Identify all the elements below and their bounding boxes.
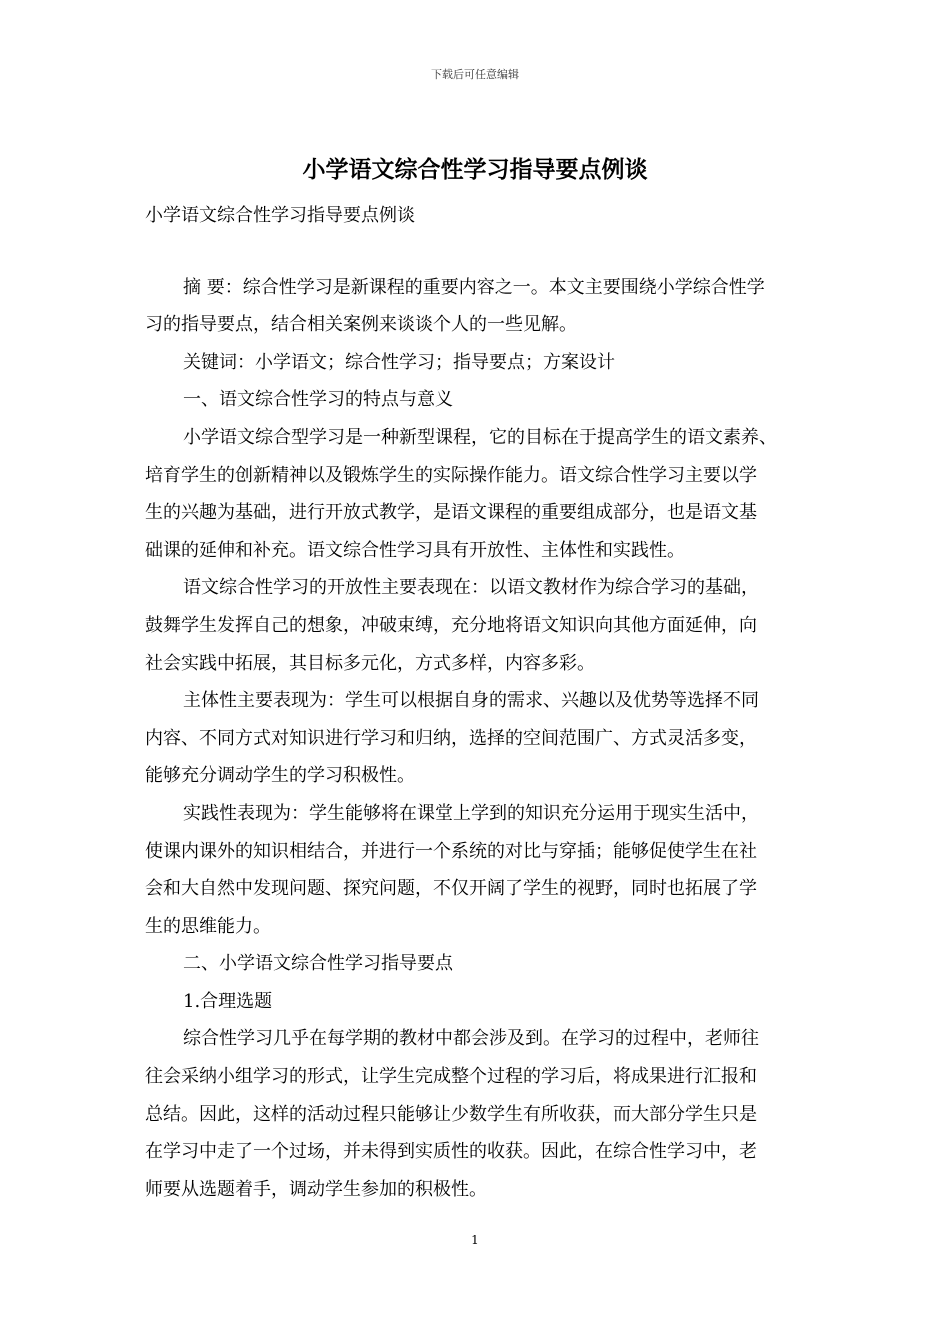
- text-line: 能够充分调动学生的学习积极性。: [145, 765, 415, 787]
- text-line: 社会实践中拓展，其目标多元化，方式多样，内容多彩。: [145, 652, 595, 674]
- text-line: 会和大自然中发现问题、探究问题，不仅开阔了学生的视野，同时也拓展了学: [145, 878, 757, 900]
- text-line: 小学语文综合型学习是一种新型课程，它的目标在于提高学生的语文素养、: [183, 426, 777, 448]
- text-line: 生的兴趣为基础，进行开放式教学，是语文课程的重要组成部分，也是语文基: [145, 502, 757, 524]
- text-line: 主体性主要表现为：学生可以根据自身的需求、兴趣以及优势等选择不同: [183, 690, 759, 712]
- text-line: 在学习中走了一个过场，并未得到实质性的收获。因此，在综合性学习中，老: [145, 1141, 757, 1163]
- text-line: 语文综合性学习的开放性主要表现在：以语文教材作为综合学习的基础，: [183, 577, 759, 599]
- document-subtitle: 小学语文综合性学习指导要点例谈: [145, 205, 415, 226]
- text-line: 1.合理选题: [183, 990, 273, 1012]
- text-line: 础课的延伸和补充。语文综合性学习具有开放性、主体性和实践性。: [145, 539, 685, 561]
- text-line: 培育学生的创新精神以及锻炼学生的实际操作能力。语文综合性学习主要以学: [145, 464, 757, 486]
- text-line: 一、语文综合性学习的特点与意义: [183, 389, 453, 411]
- text-line: 习的指导要点，结合相关案例来谈谈个人的一些见解。: [145, 314, 577, 336]
- text-line: 内容、不同方式对知识进行学习和归纳，选择的空间范围广、方式灵活多变，: [145, 727, 757, 749]
- text-line: 综合性学习几乎在每学期的教材中都会涉及到。在学习的过程中，老师往: [183, 1028, 759, 1050]
- header-note: 下载后可任意编辑: [431, 68, 519, 81]
- text-line: 往会采纳小组学习的形式，让学生完成整个过程的学习后，将成果进行汇报和: [145, 1066, 757, 1088]
- page-number: 1: [471, 1233, 479, 1247]
- document-body: [145, 197, 810, 1208]
- text-line: 鼓舞学生发挥自己的想象，冲破束缚，充分地将语文知识向其他方面延伸，向: [145, 614, 757, 636]
- text-line: 关键词：小学语文；综合性学习；指导要点；方案设计: [183, 351, 615, 373]
- text-line: 摘 要：综合性学习是新课程的重要内容之一。本文主要围绕小学综合性学: [183, 276, 765, 298]
- text-line: 使课内课外的知识相结合，并进行一个系统的对比与穿插；能够促使学生在社: [145, 840, 757, 862]
- document-title: 小学语文综合性学习指导要点例谈: [302, 156, 648, 183]
- paragraph-lines: [145, 269, 810, 1209]
- text-line: 二、小学语文综合性学习指导要点: [183, 953, 453, 975]
- text-line: 总结。因此，这样的活动过程只能够让少数学生有所收获，而大部分学生只是: [145, 1103, 757, 1125]
- text-line: 实践性表现为：学生能够将在课堂上学到的知识充分运用于现实生活中，: [183, 802, 759, 824]
- text-line: 生的思维能力。: [145, 915, 271, 937]
- text-line: 师要从选题着手，调动学生参加的积极性。: [145, 1178, 487, 1200]
